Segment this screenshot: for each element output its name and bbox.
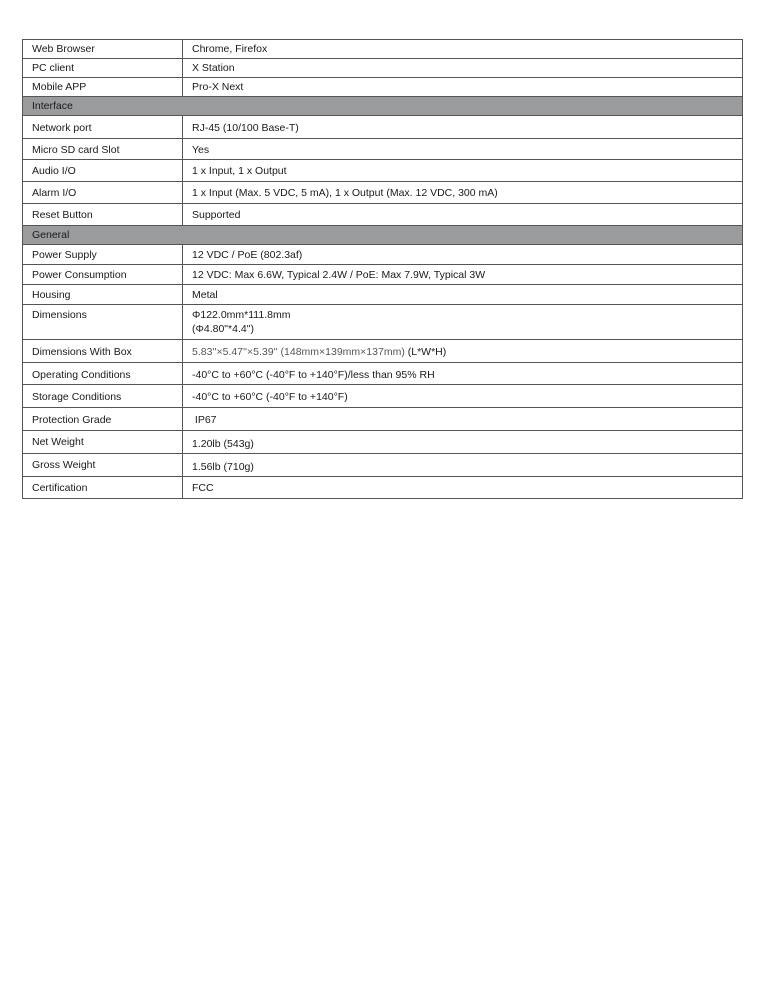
spec-key: Power Consumption	[23, 265, 183, 285]
spec-key: Protection Grade	[23, 408, 183, 431]
spec-key: Net Weight	[23, 431, 183, 454]
box-dimensions: 5.83''×5.47''×5.39'' (148mm×139mm×137mm)	[192, 346, 405, 358]
table-row	[23, 363, 743, 385]
spec-key: Reset Button	[23, 204, 183, 226]
spec-key: Web Browser	[23, 40, 183, 59]
table-row	[23, 139, 743, 160]
spec-value: 1.20lb (543g)	[183, 431, 743, 454]
spec-key: PC client	[23, 59, 183, 78]
spec-value: 12 VDC: Max 6.6W, Typical 2.4W / PoE: Max 7.9W, Typical 3W	[183, 265, 743, 285]
spec-value: FCC	[183, 477, 743, 499]
spec-value: 1 x Input, 1 x Output	[183, 160, 743, 182]
spec-key: Dimensions	[23, 305, 183, 340]
dimension-imperial: (Φ4.80"*4.4")	[192, 323, 254, 335]
spec-key: Mobile APP	[23, 78, 183, 97]
table-row	[23, 78, 743, 97]
table-row	[23, 59, 743, 78]
spec-key: Dimensions With Box	[23, 340, 183, 363]
table-row	[23, 182, 743, 204]
spec-value: -40°C to +60°C (-40°F to +140°F)/less than 95% RH	[183, 363, 743, 385]
table-row	[23, 265, 743, 285]
table-row	[23, 340, 743, 363]
spec-value	[183, 340, 743, 363]
box-dimensions-order: (L*W*H)	[404, 346, 447, 358]
spec-value: Chrome, Firefox	[183, 40, 743, 59]
section-header-general	[23, 226, 743, 245]
spec-key: Power Supply	[23, 245, 183, 265]
table-row	[23, 408, 743, 431]
table-row	[23, 385, 743, 408]
spec-value: Supported	[183, 204, 743, 226]
spec-key: Operating Conditions	[23, 363, 183, 385]
spec-value	[183, 305, 743, 340]
table-row	[23, 245, 743, 265]
spec-value: 12 VDC / PoE (802.3af)	[183, 245, 743, 265]
spec-key: Network port	[23, 116, 183, 139]
section-title: General	[23, 226, 743, 245]
table-row	[23, 116, 743, 139]
spec-key: Micro SD card Slot	[23, 139, 183, 160]
table-row	[23, 40, 743, 59]
spec-key: Certification	[23, 477, 183, 499]
spec-key: Storage Conditions	[23, 385, 183, 408]
table-row	[23, 431, 743, 454]
section-title: Interface	[23, 97, 743, 116]
table-row	[23, 477, 743, 499]
table-row	[23, 285, 743, 305]
spec-key: Gross Weight	[23, 454, 183, 477]
spec-key: Alarm I/O	[23, 182, 183, 204]
table-row	[23, 454, 743, 477]
spec-value: IP67	[183, 408, 743, 431]
spec-value: 1.56lb (710g)	[183, 454, 743, 477]
spec-value: Metal	[183, 285, 743, 305]
spec-value: -40°C to +60°C (-40°F to +140°F)	[183, 385, 743, 408]
spec-value: Pro-X Next	[183, 78, 743, 97]
table-row	[23, 160, 743, 182]
spec-key: Housing	[23, 285, 183, 305]
spec-value: Yes	[183, 139, 743, 160]
table-row	[23, 204, 743, 226]
spec-table	[22, 39, 743, 499]
spec-value: 1 x Input (Max. 5 VDC, 5 mA), 1 x Output (Max. 12 VDC, 300 mA)	[183, 182, 743, 204]
spec-key: Audio I/O	[23, 160, 183, 182]
section-header-interface	[23, 97, 743, 116]
table-row	[23, 305, 743, 340]
spec-value: X Station	[183, 59, 743, 78]
spec-value: RJ-45 (10/100 Base-T)	[183, 116, 743, 139]
dimension-metric: Φ122.0mm*111.8mm	[192, 309, 291, 321]
